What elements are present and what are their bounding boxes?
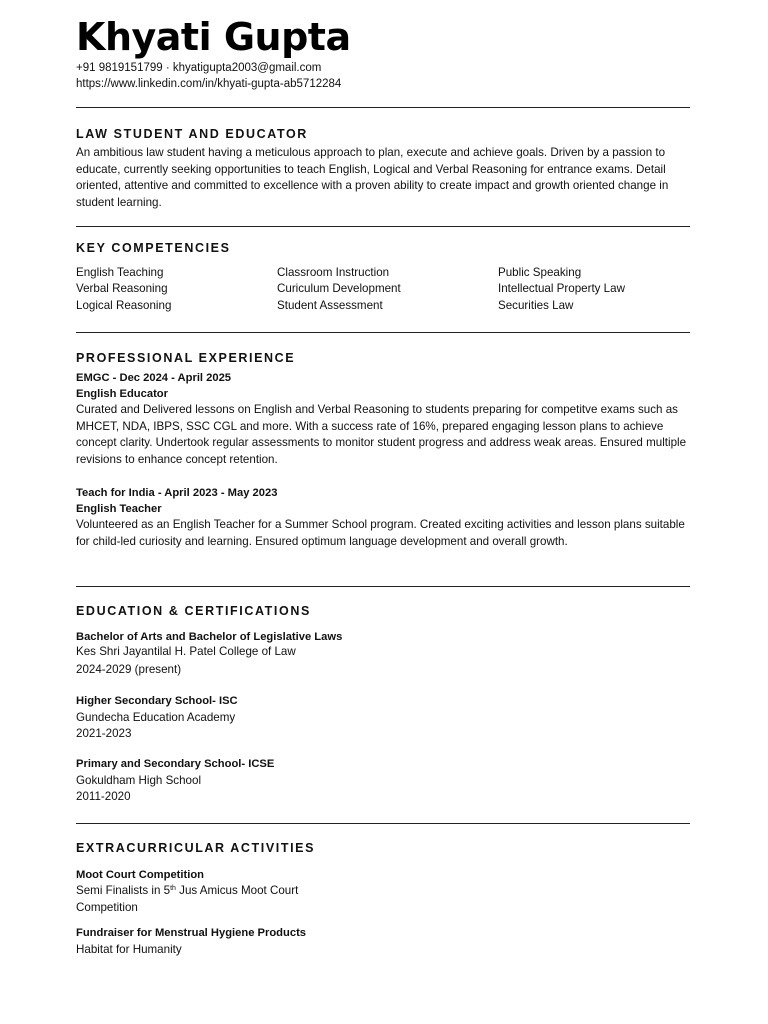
competency-item: Student Assessment xyxy=(277,299,383,312)
activity-detail: Habitat for Humanity xyxy=(76,943,182,956)
competency-item: Verbal Reasoning xyxy=(76,282,168,295)
education-years: 2021-2023 xyxy=(76,727,132,740)
competency-item: Public Speaking xyxy=(498,266,582,279)
job-description: Curated and Delivered lessons on English and Verbal Reasoning to students preparing for competitve exams such as MHCET, NDA, IBPS, SSC CGL and more. With a success rate of 16%, prepared engaging lesson plans to achieve concept clarity. Undertook regular assessments to monitor student progress and address weak areas. Ensured multiple revisions to enhance concept retention. xyxy=(76,403,687,466)
activity-detail: Semi Finalists in 5th Jus Amicus Moot Court xyxy=(76,884,299,897)
competency-item: Intellectual Property Law xyxy=(498,282,625,295)
section-title-experience: PROFESSIONAL EXPERIENCE xyxy=(76,351,296,365)
divider xyxy=(76,107,690,108)
education-degree: Higher Secondary School- ISC xyxy=(76,695,238,707)
competency-item: Securities Law xyxy=(498,299,574,312)
education-institution: Gundecha Education Academy xyxy=(76,711,236,724)
activity-name: Moot Court Competition xyxy=(76,869,205,881)
section-title-competencies: KEY COMPETENCIES xyxy=(76,241,231,255)
contact-phone-email: +91 9819151799 · khyatigupta2003@gmail.com xyxy=(76,62,322,74)
job-org-dates: EMGC - Dec 2024 - April 2025 xyxy=(76,372,232,384)
education-institution: Kes Shri Jayantilal H. Patel College of Law xyxy=(76,645,296,658)
job-role: English Teacher xyxy=(76,503,162,515)
summary-text: An ambitious law student having a meticulous approach to plan, execute and achieve goals. Driven by a passion to educate, currently seeking opportunities to teach English, Logical and Verbal Reasoning for entrance exams. Detail oriented, attentive and committed to excellence with a proven ability to create impact and growth oriented change in student learning. xyxy=(76,146,669,209)
divider xyxy=(76,226,690,227)
competency-item: English Teaching xyxy=(76,266,164,279)
education-degree: Primary and Secondary School- ICSE xyxy=(76,758,275,770)
divider xyxy=(76,332,690,333)
competency-item: Classroom Instruction xyxy=(277,266,390,279)
activity-detail-continued: Competition xyxy=(76,901,138,914)
education-degree: Bachelor of Arts and Bachelor of Legislative Laws xyxy=(76,631,343,643)
activity-name: Fundraiser for Menstrual Hygiene Products xyxy=(76,927,307,939)
divider xyxy=(76,586,690,587)
education-years: 2024-2029 (present) xyxy=(76,663,182,676)
job-role: English Educator xyxy=(76,388,168,400)
divider xyxy=(76,823,690,824)
section-title-activities: EXTRACURRICULAR ACTIVITIES xyxy=(76,841,316,855)
section-title-summary: LAW STUDENT AND EDUCATOR xyxy=(76,127,308,141)
education-years: 2011-2020 xyxy=(76,790,131,803)
linkedin-url: https://www.linkedin.com/in/khyati-gupta-ab5712284 xyxy=(76,78,342,90)
candidate-name: Khyati Gupta xyxy=(76,15,351,59)
section-title-education: EDUCATION & CERTIFICATIONS xyxy=(76,604,311,618)
competency-item: Logical Reasoning xyxy=(76,299,172,312)
education-institution: Gokuldham High School xyxy=(76,774,202,787)
job-description: Volunteered as an English Teacher for a Summer School program. Created exciting activities and lesson plans suitable for child-led curiosity and learning. Ensured optimum language development and overall growth. xyxy=(76,518,685,548)
job-org-dates: Teach for India - April 2023 - May 2023 xyxy=(76,487,278,499)
competency-item: Curiculum Development xyxy=(277,282,401,295)
